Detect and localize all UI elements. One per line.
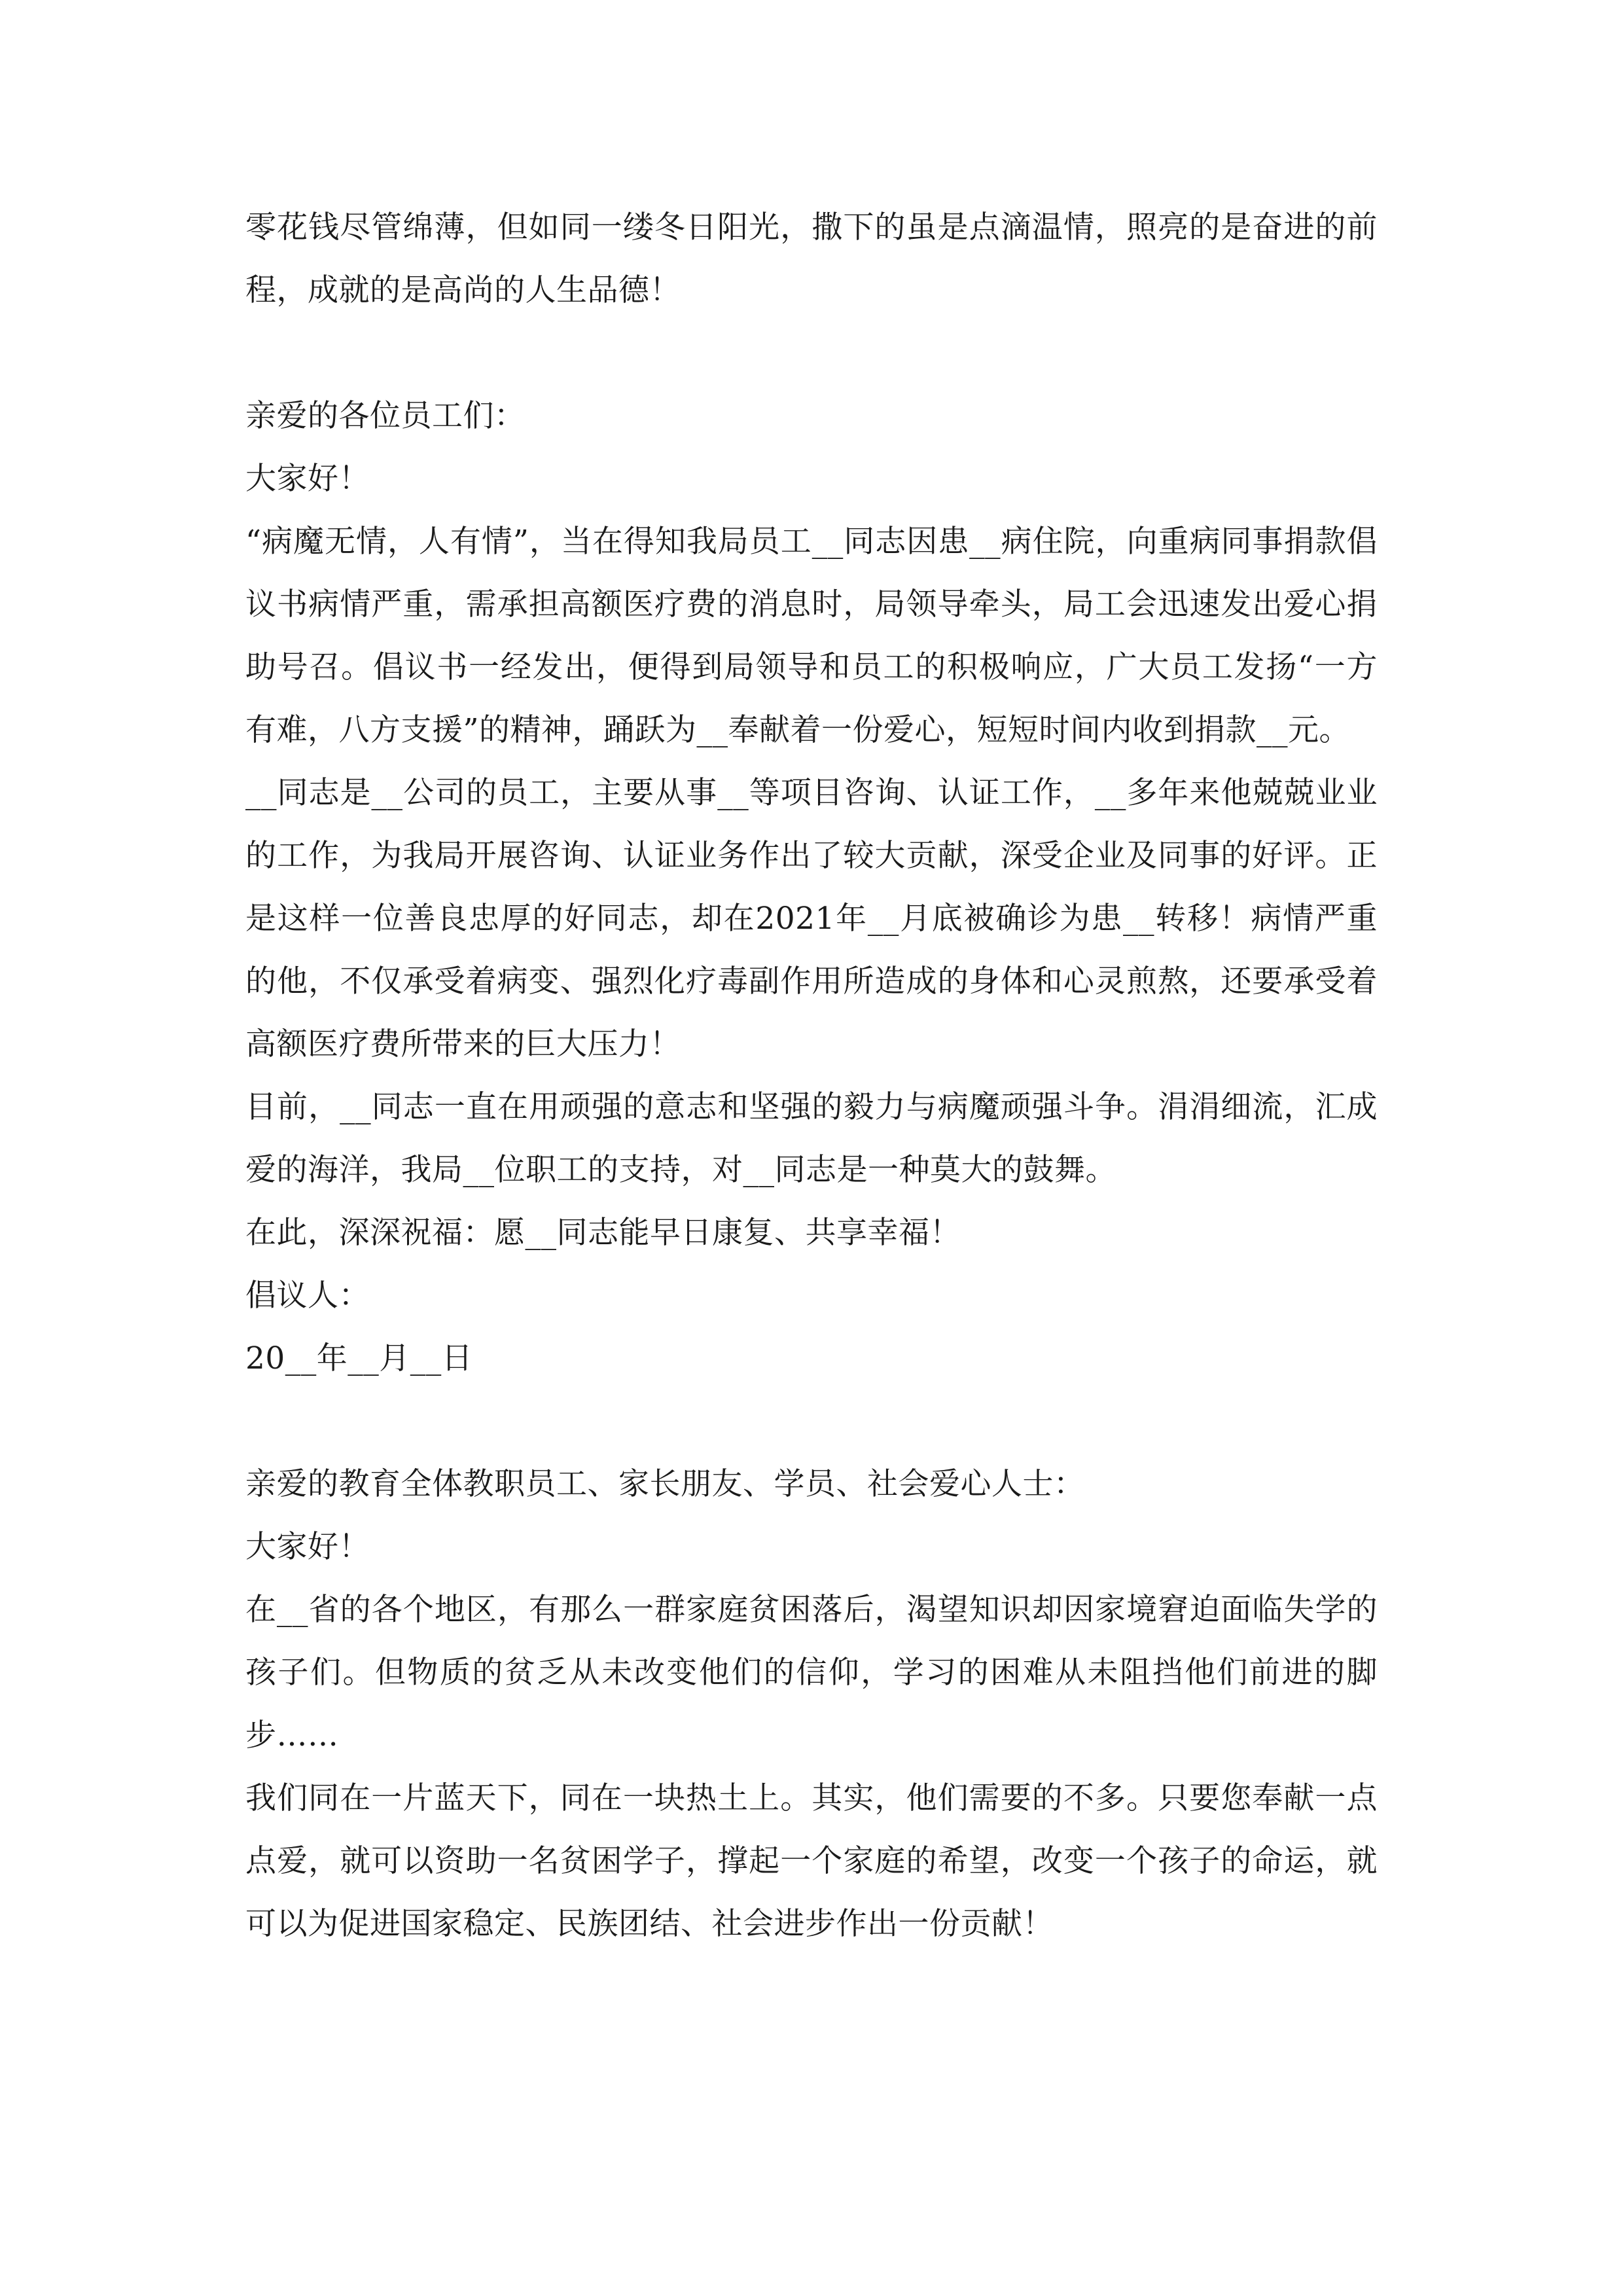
paragraph: __同志是__公司的员工，主要从事__等项目咨询、认证工作，__多年来他兢兢业业的工作，为我局开展咨询、认证业务作出了较大贡献，深受企业及同事的好评。正是这样一位善良忠厚的好同志，却在2021年__月底被确诊为患__转移！病情严重的他，不仅承受着病变、强烈化疗毒副作用所造成的身体和心灵煎熬，还要承受着高额医疗费所带来的巨大压力！ — [245, 775, 1378, 1062]
paragraph: 在__省的各个地区，有那么一群家庭贫困落后，渴望知识却因家境窘迫面临失学的孩子们。但物质的贫乏从未改变他们的信仰，学习的困难从未阻挡他们前进的脚步…… — [245, 1592, 1378, 1753]
salutation: 亲爱的各位员工们： — [245, 398, 526, 434]
greeting: 大家好！ — [245, 461, 370, 497]
section-gap — [245, 1390, 1378, 1453]
greeting: 大家好！ — [245, 1529, 370, 1565]
salutation: 亲爱的教育全体教职员工、家长朋友、学员、社会爱心人士： — [245, 1466, 1085, 1502]
paragraph: 零花钱尽管绵薄，但如同一缕冬日阳光，撒下的虽是点滴温情，照亮的是奋进的前程，成就的是高尚的人生品德！ — [245, 209, 1378, 308]
signature-label: 倡议人： — [245, 1278, 370, 1314]
section-gap — [245, 322, 1378, 385]
paragraph: 我们同在一片蓝天下，同在一块热土上。其实，他们需要的不多。只要您奉献一点点爱，就可以资助一名贫困学子，撑起一个家庭的希望，改变一个孩子的命运，就可以为促进国家稳定、民族团结、社会进步作出一份贡献！ — [245, 1780, 1378, 1942]
paragraph: 在此，深深祝福：愿__同志能早日康复、共享幸福！ — [245, 1215, 961, 1251]
document-body — [245, 196, 1378, 1956]
paragraph: “病魔无情，人有情”，当在得知我局员工__同志因患__病住院，向重病同事捐款倡议书病情严重，需承担高额医疗费的消息时，局领导牵头，局工会迅速发出爱心捐助号召。倡议书一经发出，便得到局领导和员工的积极响应，广大员工发扬“一方有难，八方支援”的精神，踊跃为__奉献着一份爱心，短短时间内收到捐款__元。 — [245, 524, 1378, 748]
date-line: 20__年__月__日 — [245, 1340, 473, 1376]
paragraph: 目前，__同志一直在用顽强的意志和坚强的毅力与病魔顽强斗争。涓涓细流，汇成爱的海洋，我局__位职工的支持，对__同志是一种莫大的鼓舞。 — [245, 1089, 1378, 1188]
